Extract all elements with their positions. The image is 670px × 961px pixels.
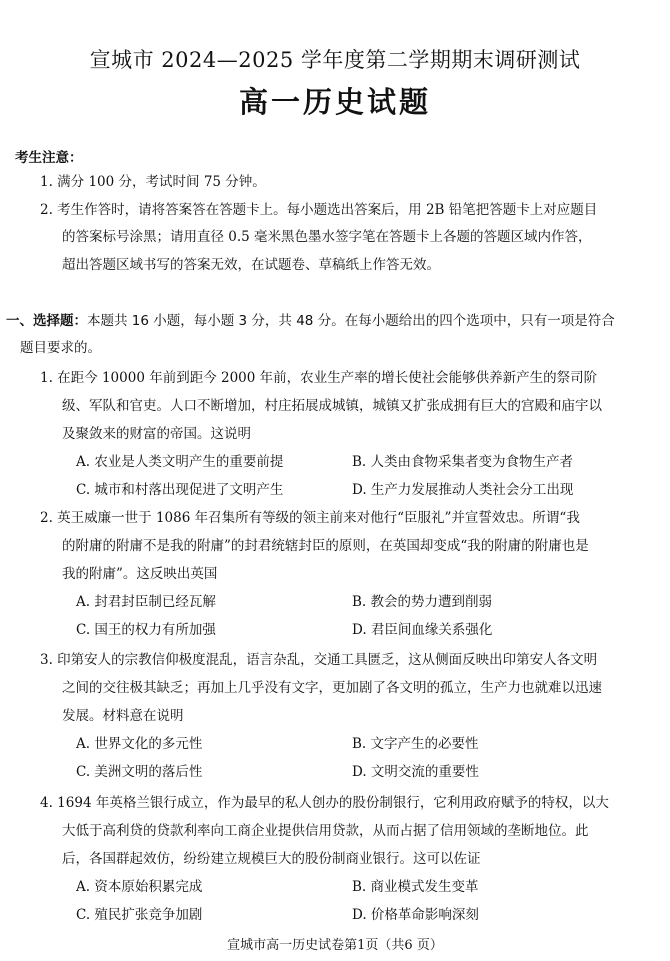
q4-option-b: B. 商业模式发生变革 [352,879,479,895]
q4-option-a: A. 资本原始积累完成 [76,879,203,895]
q2-stem-line-1: 2. 英王威廉一世于 1086 年召集所有等级的领主前来对他行“臣服礼”并宣誓效忠。所谓“我 [40,510,580,526]
q4-stem-line-3: 后，各国群起效仿，纷纷建立规模巨大的股份制商业银行。这可以佐证 [62,851,481,867]
exam-title: 宣城市 2024—2025 学年度第二学期期末调研测试 [89,48,581,72]
subject-title: 高一历史试题 [238,85,431,119]
q3-option-c: C. 美洲文明的落后性 [76,764,203,780]
q3-stem-line-3: 发展。材料意在说明 [62,708,184,724]
q4-stem-line-2: 大低于高利贷的贷款利率向工商企业提供信用贷款，从而占据了信用领域的垄断地位。此 [62,823,589,839]
page-footer: 宣城市高一历史试卷第1页（共6 页） [227,938,443,953]
q3-option-b: B. 文字产生的必要性 [352,736,479,752]
q1-stem-line-1: 1. 在距今 10000 年前到距今 2000 年前，农业生产率的增长使社会能够供养新产生的祭司阶 [40,370,598,386]
q1-option-d: D. 生产力发展推动人类社会分工出现 [352,482,574,498]
q1-option-a: A. 农业是人类文明产生的重要前提 [76,454,284,470]
q1-option-c: C. 城市和村落出现促进了文明产生 [76,482,284,498]
q2-option-d: D. 君臣间血缘关系强化 [352,622,493,638]
notice-item-2-line-2: 的答案标号涂黑；请用直径 0.5 毫米黑色墨水签字笔在答题卡上各题的答题区域内作答， [62,229,592,245]
q4-option-c: C. 殖民扩张竞争加剧 [76,907,203,923]
q4-option-d: D. 价格革命影响深刻 [352,907,479,923]
section-1-label: 一、选择题： [6,313,87,329]
q2-option-c: C. 国王的权力有所加强 [76,622,216,638]
section-1-heading [6,315,615,329]
q1-option-b: B. 人类由食物采集者变为食物生产者 [352,454,574,470]
q3-stem-line-1: 3. 印第安人的宗教信仰极度混乱，语言杂乱，交通工具匮乏，这从侧面反映出印第安人各文明 [40,652,598,668]
q2-option-b: B. 教会的势力遭到削弱 [352,594,493,610]
notice-heading: 考生注意： [15,150,83,166]
q3-option-d: D. 文明交流的重要性 [352,764,479,780]
notice-item-2-line-1: 2. 考生作答时，请将答案答在答题卡上。每小题选出答案后，用 2B 铅笔把答题卡上对应题目 [40,202,598,218]
q2-stem-line-3: 我的附庸”。这反映出英国 [62,566,218,582]
q3-stem-line-2: 之间的交往极其缺乏；再加上几乎没有文字，更加剧了各文明的孤立，生产力也就难以迅速 [62,680,602,696]
q4-stem-line-1: 4. 1694 年英格兰银行成立，作为最早的私人创办的股份制银行，它利用政府赋予的特权，以大 [40,795,609,811]
q2-option-a: A. 封君封臣制已经瓦解 [76,594,216,610]
section-1-instructions: 本题共 16 小题，每小题 3 分，共 48 分。在每小题给出的四个选项中，只有一项是符合 [87,313,615,329]
q1-stem-line-2: 级、军队和官吏。人口不断增加，村庄拓展成城镇，城镇又扩张成拥有巨大的宫殿和庙宇以 [62,398,602,414]
notice-item-2-line-3: 超出答题区域书写的答案无效，在试题卷、草稿纸上作答无效。 [62,257,440,273]
notice-item-1: 1. 满分 100 分，考试时间 75 分钟。 [40,174,266,190]
q3-option-a: A. 世界文化的多元性 [76,736,203,752]
q1-stem-line-3: 及聚敛来的财富的帝国。这说明 [62,426,251,442]
q2-stem-line-2: 的附庸的附庸不是我的附庸”的封君统辖封臣的原则，在英国却变成“我的附庸的附庸也是 [62,538,589,554]
section-1-instructions-cont: 题目要求的。 [20,340,101,356]
